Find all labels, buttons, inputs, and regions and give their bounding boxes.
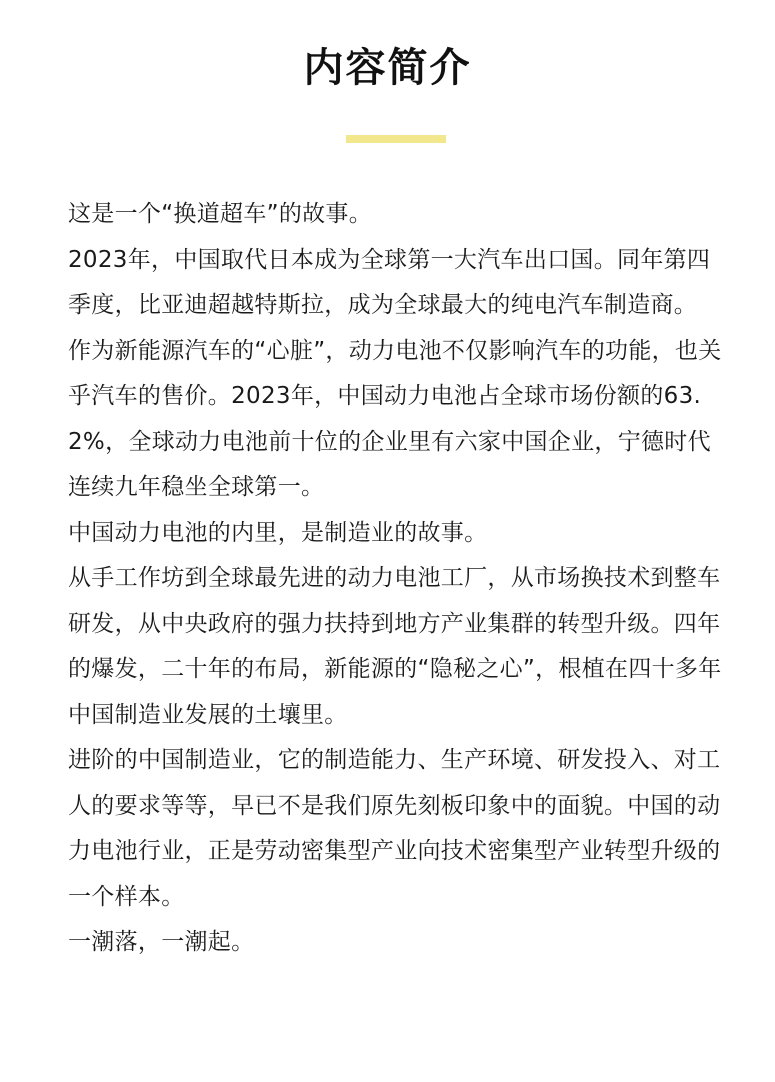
page-title: 内容简介 bbox=[303, 45, 472, 91]
paragraph: 中国动力电池的内里，是制造业的故事。 bbox=[68, 519, 488, 546]
paragraph: 一潮落，一潮起。 bbox=[68, 929, 255, 955]
intro-body bbox=[68, 192, 723, 966]
paragraph: 这是一个“换道超车”的故事。 bbox=[68, 201, 373, 227]
paragraph: 从手工作坊到全球最先进的动力电池工厂，从市场换技术到整车研发，从中央政府的强力扶持到地方产业集群的转型升级。四年的爆发，二十年的布局，新能源的“隐秘之心”，根植在四十多年中国制造业发展的土壤里。 bbox=[68, 565, 722, 728]
paragraph: 进阶的中国制造业，它的制造能力、生产环境、研发投入、对工人的要求等等，早已不是我们原先刻板印象中的面貌。中国的动力电池行业，正是劳动密集型产业向技术密集型产业转型升级的一个样本。 bbox=[68, 747, 721, 910]
paragraph: 2023年，中国取代日本成为全球第一大汽车出口国。同年第四季度，比亚迪超越特斯拉，成为全球最大的纯电汽车制造商。 bbox=[68, 246, 711, 318]
title-underline-bar bbox=[346, 135, 446, 143]
paragraph: 作为新能源汽车的“心脏”，动力电池不仅影响汽车的功能，也关乎汽车的售价。2023年，中国动力电池占全球市场份额的63.2%，全球动力电池前十位的企业里有六家中国企业，宁德时代连续九年稳坐全球第一。 bbox=[68, 337, 722, 500]
